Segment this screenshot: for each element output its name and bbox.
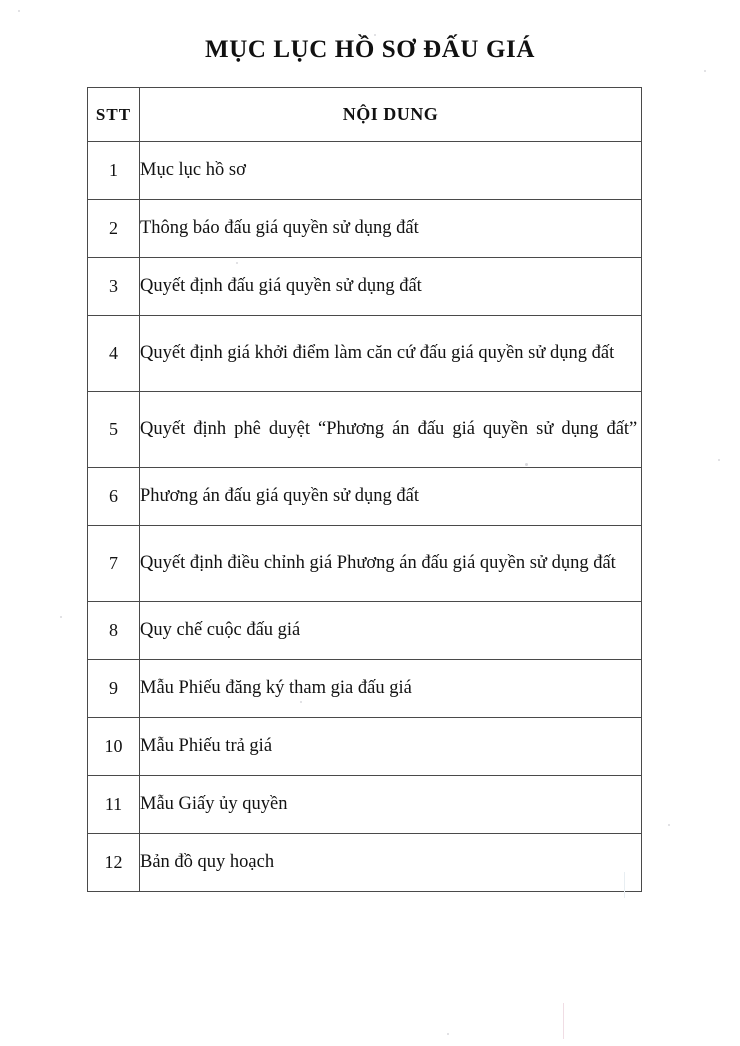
scan-speck [718,459,720,461]
table-row [88,660,642,718]
row-number: 8 [88,602,140,660]
table-row [88,526,642,602]
row-content [140,660,642,718]
table-row [88,200,642,258]
row-content [140,718,642,776]
table-row [88,776,642,834]
row-number: 4 [88,316,140,392]
row-number: 6 [88,468,140,526]
row-content-text: Quyết định điều chỉnh giá Phương án đấu giá quyền sử dụng đất [140,553,616,574]
scan-speck [447,1033,449,1035]
table-row [88,392,642,468]
table-row [88,468,642,526]
row-content [140,468,642,526]
row-content [140,602,642,660]
scan-speck [668,824,670,826]
scan-speck [18,10,20,12]
scan-speck [60,616,62,618]
row-content-text: Mẫu Phiếu đăng ký tham gia đấu giá [140,678,412,699]
row-content-text: Thông báo đấu giá quyền sử dụng đất [140,218,419,239]
row-number: 1 [88,142,140,200]
row-number: 2 [88,200,140,258]
row-content [140,776,642,834]
table-row [88,142,642,200]
row-content-text: Mẫu Giấy ủy quyền [140,794,288,815]
row-number: 11 [88,776,140,834]
row-number: 12 [88,834,140,892]
row-content-text: Quyết định phê duyệt “Phương án đấu giá quyền sử dụng đất” [140,419,638,440]
row-content-text: Quy chế cuộc đấu giá [140,620,301,641]
row-number: 5 [88,392,140,468]
scan-speck [704,70,706,72]
row-content [140,392,642,468]
row-content [140,200,642,258]
row-content [140,142,642,200]
row-number: 3 [88,258,140,316]
row-number: 7 [88,526,140,602]
column-header-noi-dung: NỘI DUNG [140,88,642,142]
table-body [88,142,642,892]
row-content [140,526,642,602]
row-number: 9 [88,660,140,718]
row-content-text: Phương án đấu giá quyền sử dụng đất [140,486,420,507]
row-content-text: Bản đồ quy hoạch [140,852,275,873]
row-content [140,316,642,392]
table-row [88,602,642,660]
row-content-text: Mẫu Phiếu trả giá [140,736,273,757]
scan-streak [563,1003,564,1039]
row-content [140,834,642,892]
row-content [140,258,642,316]
column-header-stt: STT [88,88,140,142]
table-row [88,316,642,392]
table-row [88,718,642,776]
table-header-row [88,88,642,142]
row-number: 10 [88,718,140,776]
row-content-text: Quyết định giá khởi điểm làm căn cứ đấu giá quyền sử dụng đất [140,343,615,364]
index-table [87,87,642,892]
table-row [88,834,642,892]
row-content-text: Quyết định đấu giá quyền sử dụng đất [140,276,422,297]
page-title: MỤC LỤC HỒ SƠ ĐẤU GIÁ [205,36,535,63]
row-content-text: Mục lục hồ sơ [140,160,246,181]
table-row [88,258,642,316]
